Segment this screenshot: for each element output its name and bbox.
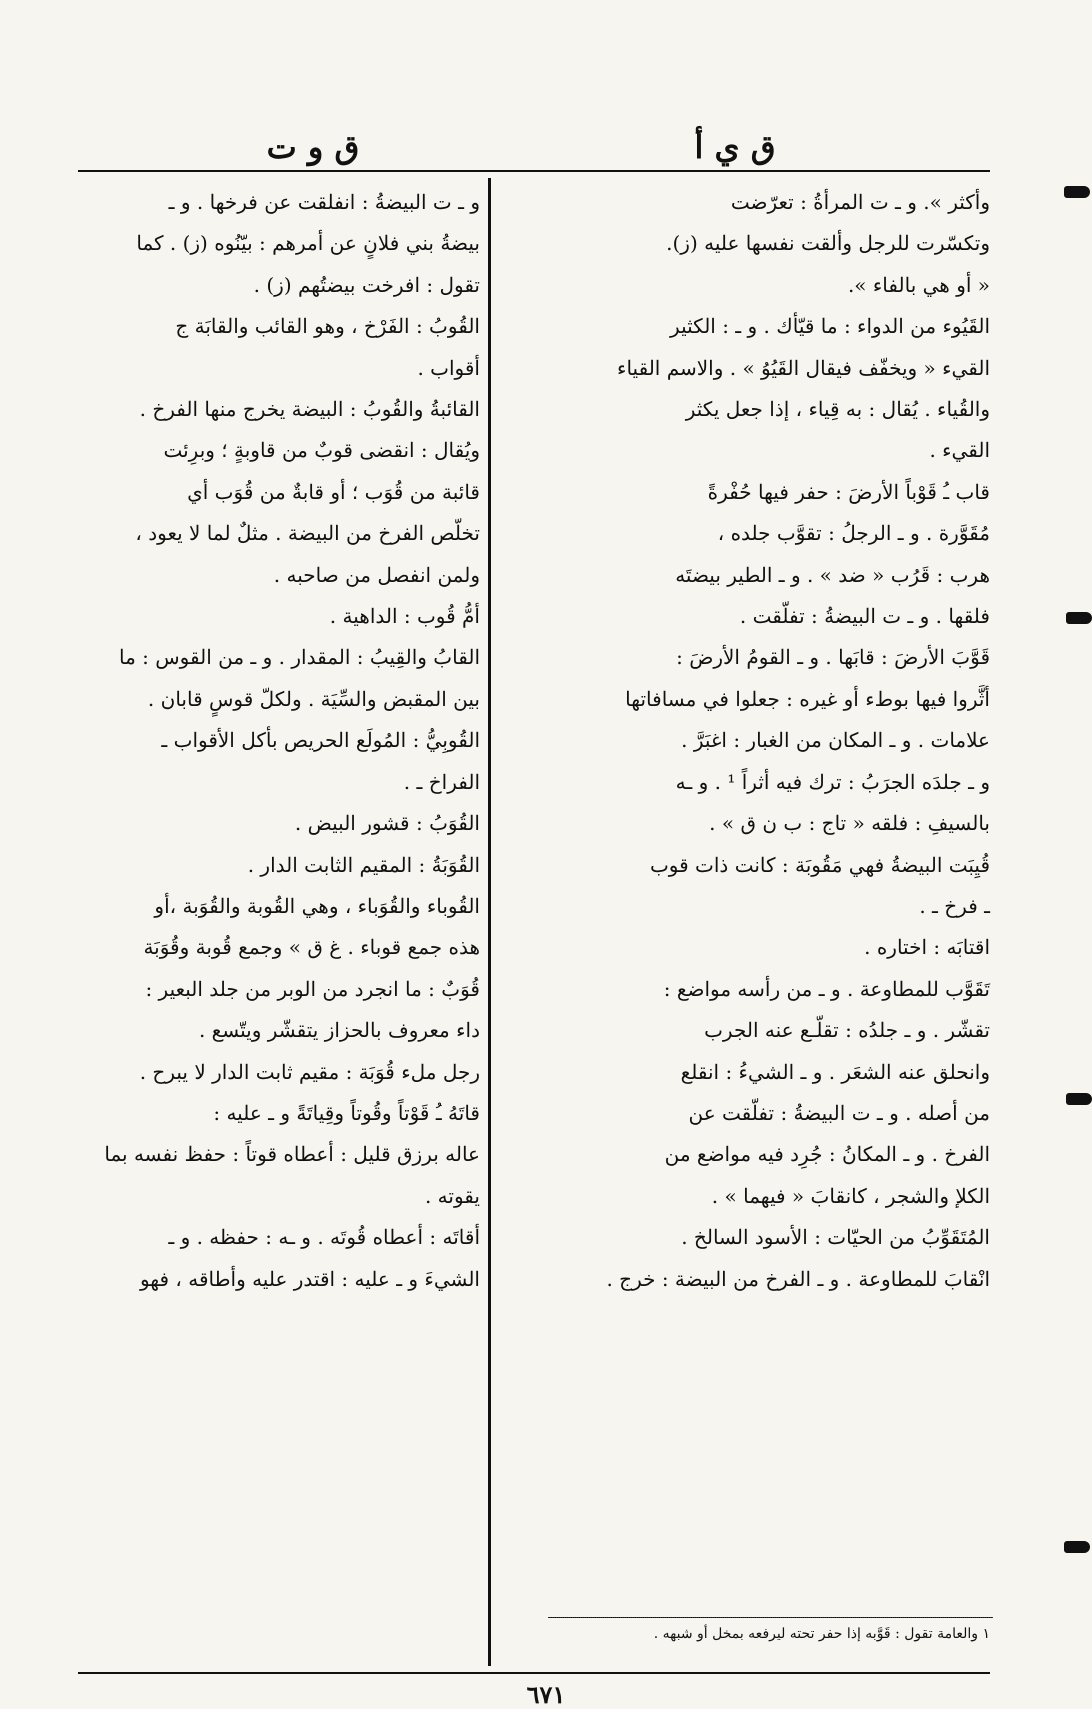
text-line: رجل ملء قُوَبَة : مقيم ثابت الدار لا يبرح . — [139, 1059, 480, 1084]
text-line: و ـ ت البيضةُ : انفلقت عن فرخها . و ـ — [168, 190, 480, 214]
text-line: أقاتَه : أعطاه قُوتَه . و ـه : حفظه . و ـ — [168, 1225, 480, 1250]
scan-margin-mark — [1064, 186, 1090, 198]
text-line: يقوته . — [424, 1183, 480, 1208]
text-line: عاله برزق قليل : أعطاه قوتاً : حفظ نفسه بما — [104, 1142, 480, 1167]
text-line: ويُقال : انقضى قوبٌ من قاوبةٍ ؛ وبرِئت — [163, 438, 480, 463]
text-line: « أو هي بالفاء ». — [847, 272, 990, 297]
scan-margin-mark — [1064, 1541, 1090, 1553]
text-line: قُوَبٌ : ما انجرد من الوبر من جلد البعير : — [145, 976, 480, 1001]
scan-margin-mark — [1066, 612, 1092, 624]
text-line: الكلإ والشجر ، كانقابَ « فيهما » . — [711, 1183, 990, 1208]
text-line: قاتَهُ ـُ قَوْتاً وقُوتاً وقِياتَةً و ـ عليه : — [213, 1100, 480, 1125]
text-line: بالسيفِ : فلقه « تاج : ب ن ق » . — [709, 811, 990, 836]
text-line: القائبةُ والقُوبُ : البيضة يخرج منها الفرخ . — [139, 397, 480, 422]
text-line: القابُ والقِيبُ : المقدار . و ـ من القوس : ما — [118, 645, 480, 670]
text-line: القيء . — [929, 438, 990, 463]
footnote: ١ والعامة تقول : قَوَّبه إذا حفر تحته ليرفعه بمخل أو شبهه . — [653, 1626, 990, 1642]
text-line: القُوبِيُّ : المُولَع الحريص بأكل الأقواب ـ — [161, 728, 480, 753]
text-line: القُوَبُ : قشور البيض . — [294, 811, 480, 836]
text-line: قائبة من قُوَب ؛ أو قابةٌ من قُوَب أي — [187, 479, 480, 504]
text-line: فلقها . و ـ ت البيضةُ : تفلّقت . — [739, 604, 990, 629]
column-divider — [488, 178, 491, 1666]
text-line: مُقَوَّرة . و ـ الرجلُ : تقوَّب جلده ، — [717, 521, 990, 546]
text-line: بين المقبض والسِّيَة . ولكلّ قوسٍ قابان . — [147, 686, 480, 711]
text-line: وانحلق عنه الشعَر . و ـ الشيءُ : انقلع — [680, 1059, 990, 1084]
text-line: أثَّروا فيها بوطء أو غيره : جعلوا في مسافاتها — [625, 686, 990, 711]
text-line: بيضةُ بني فلانٍ عن أمرهم : بيّنُوه (ز) . كما — [136, 231, 480, 256]
text-line: الشيءَ و ـ عليه : اقتدر عليه وأطاقه ، فهو — [139, 1266, 480, 1291]
header-rule — [78, 170, 990, 172]
page-number: ٦٧١ — [526, 1680, 566, 1709]
text-line: داء معروف بالحزاز يتقشّر ويتّسع . — [198, 1018, 480, 1043]
text-line: من أصله . و ـ ت البيضةُ : تفلّقت عن — [688, 1100, 990, 1125]
text-line: الفراخ ـ . — [403, 769, 480, 794]
text-line: علامات . و ـ المكان من الغبار : اغبَرَّ . — [681, 728, 990, 753]
text-line: القُوباء والقُوَباء ، وهي القُوبة والقُوَبة ،أو — [154, 893, 480, 918]
text-line: تقول : افرخت بيضتُهم (ز) . — [253, 272, 480, 297]
text-line: قَوَّبَ الأرضَ : قابَها . و ـ القومُ الأرضَ : — [676, 645, 990, 670]
right-column — [500, 182, 990, 1300]
text-line: هرب : قَرُب « ضد » . و ـ الطير بيضتَه — [675, 562, 990, 587]
text-line: وأكثر ». و ـ ت المرأةُ : تعرّضت — [730, 190, 990, 214]
text-line: هذه جمع قوباء . غ ق » وجمع قُوبة وقُوَبَة — [143, 935, 480, 960]
left-column — [82, 182, 480, 1300]
running-header-right: ق ي أ — [694, 128, 776, 166]
text-line: ـ فرخ ـ . — [919, 893, 990, 918]
text-line: تقشّر . و ـ جلدُه : تقلّـع عنه الجرب — [704, 1018, 990, 1043]
footnote-rule — [548, 1617, 993, 1618]
text-line: القيء « ويخفّف فيقال القَيُوُ » . والاسم القياء — [617, 355, 990, 380]
text-line: اقتابَه : اختاره . — [864, 935, 990, 960]
text-line: المُتَقَوِّبُ من الحيّات : الأسود السالخ . — [681, 1225, 990, 1250]
text-line: أقواب . — [417, 355, 480, 380]
text-line: القُوبُ : الفَرْخ ، وهو القائب والقابَة ج — [175, 314, 480, 339]
text-line: و ـ جلدَه الجرَبُ : ترك فيه أثراً ¹ . و ـه — [675, 769, 990, 794]
text-line: أمُّ قُوب : الداهية . — [329, 604, 480, 629]
text-line: الفرخ . و ـ المكانُ : جُرِد فيه مواضع من — [664, 1142, 990, 1167]
text-line: تَقَوَّب للمطاوعة . و ـ من رأسه مواضع : — [663, 976, 990, 1001]
text-line: ولمن انفصل من صاحبه . — [273, 562, 480, 587]
running-header-left: ق و ت — [266, 128, 360, 166]
text-line: القَيُوء من الدواء : ما قيّأك . و ـ : الكثير — [670, 314, 990, 339]
text-line: القُوَبَةُ : المقيم الثابت الدار . — [247, 852, 480, 877]
scan-margin-mark — [1066, 1093, 1092, 1105]
text-line: قاب ـُ قَوْباً الأرضَ : حفر فيها حُفْرةً — [707, 479, 990, 504]
footer-rule — [78, 1672, 990, 1674]
text-line: قُيِبَت البيضةُ فهي مَقُوبَة : كانت ذات قوب — [649, 852, 990, 877]
text-line: انْقابَ للمطاوعة . و ـ الفرخ من البيضة : خرج . — [606, 1266, 990, 1291]
text-line: والقُياء . يُقال : به قِياء ، إذا جعل يكثر — [685, 397, 990, 422]
text-line: تخلّص الفرخ من البيضة . مثلٌ لما لا يعود ، — [135, 521, 480, 546]
text-line: وتكسّرت للرجل وألقت نفسها عليه (ز). — [666, 231, 990, 256]
